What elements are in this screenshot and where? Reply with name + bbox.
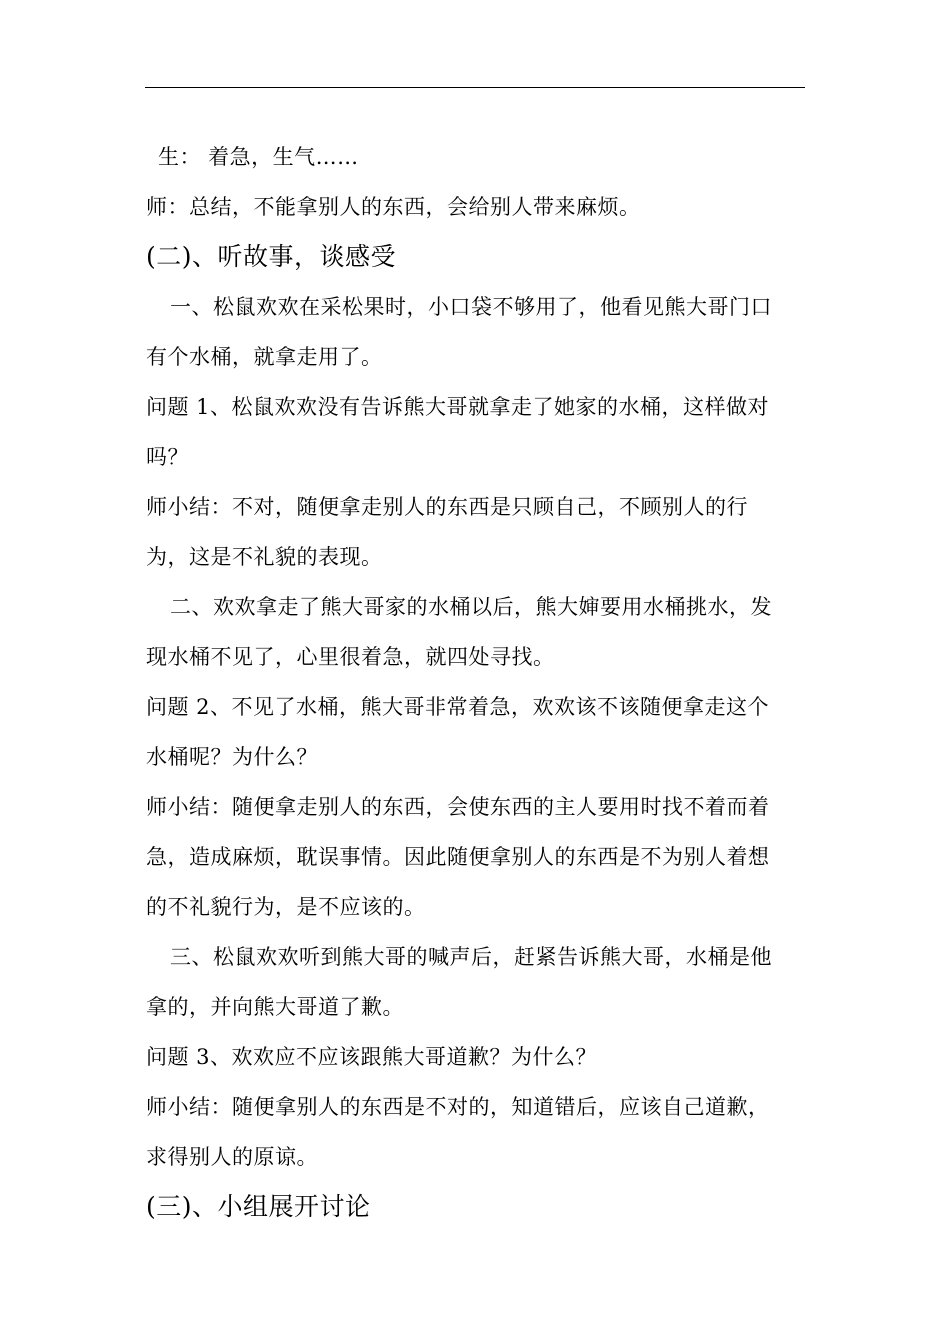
story-part-2-line-1: 二、欢欢拿走了熊大哥家的水桶以后，熊大婶要用水桶挑水，发 (170, 595, 772, 619)
story-part-3-line-2: 拿的，并向熊大哥道了歉。 (146, 995, 404, 1019)
section-heading-3: (三)、小组展开讨论 (146, 1192, 371, 1221)
story-part-2-line-2: 现水桶不见了，心里很着急，就四处寻找。 (146, 645, 555, 669)
summary-2-line-3: 的不礼貌行为，是不应该的。 (146, 895, 426, 919)
question-2-line-1: 问题 2、不见了水桶，熊大哥非常着急，欢欢该不该随便拿走这个 (146, 695, 770, 719)
summary-1-line-1: 师小结：不对，随便拿走别人的东西是只顾自己，不顾别人的行 (146, 495, 748, 519)
question-3: 问题 3、欢欢应不应该跟熊大哥道歉？为什么？ (146, 1045, 598, 1069)
summary-2-line-1: 师小结：随便拿走别人的东西，会使东西的主人要用时找不着而着 (146, 795, 770, 819)
summary-2-line-2: 急，造成麻烦，耽误事情。因此随便拿别人的东西是不为别人着想 (146, 845, 770, 869)
question-2-line-2: 水桶呢？为什么？ (146, 745, 318, 769)
story-part-1-line-2: 有个水桶，就拿走用了。 (146, 345, 383, 369)
question-1-line-1: 问题 1、松鼠欢欢没有告诉熊大哥就拿走了她家的水桶，这样做对 (146, 395, 770, 419)
summary-1-line-2: 为，这是不礼貌的表现。 (146, 545, 383, 569)
teacher-summary: 师：总结，不能拿别人的东西，会给别人带来麻烦。 (146, 195, 641, 219)
student-answer: 生： 着急，生气…… (158, 145, 359, 169)
story-part-3-line-1: 三、松鼠欢欢听到熊大哥的喊声后，赶紧告诉熊大哥，水桶是他 (170, 945, 772, 969)
summary-3-line-1: 师小结：随便拿别人的东西是不对的，知道错后，应该自己道歉， (146, 1095, 770, 1119)
header-rule (145, 87, 805, 88)
question-1-line-2: 吗？ (146, 445, 189, 469)
summary-3-line-2: 求得别人的原谅。 (146, 1145, 318, 1169)
document-body (146, 132, 808, 1232)
story-part-1-line-1: 一、松鼠欢欢在采松果时，小口袋不够用了，他看见熊大哥门口 (170, 295, 772, 319)
section-heading-2: (二)、听故事，谈感受 (146, 242, 397, 271)
